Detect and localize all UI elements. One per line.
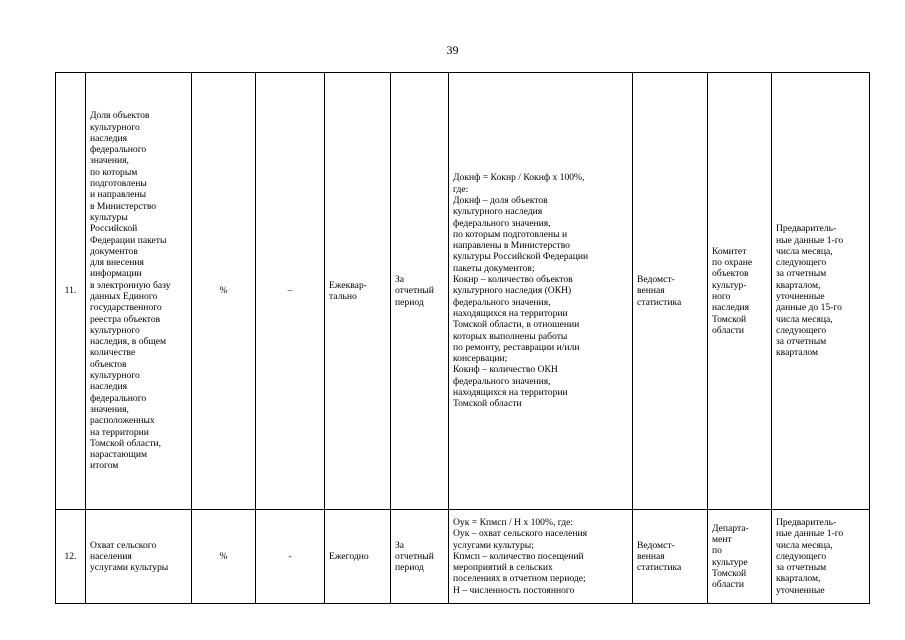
cell-line: Томской области, в отношении bbox=[453, 319, 580, 331]
cell-line: информации bbox=[90, 268, 142, 280]
cell-line: статистика bbox=[637, 562, 682, 574]
cell-line: ные данные 1-го bbox=[776, 234, 844, 246]
cell-deadline bbox=[772, 510, 870, 604]
cell-line: Оук – охват сельского населения bbox=[453, 528, 588, 540]
cell-line: расположенных bbox=[90, 415, 155, 427]
cell-line: данных Единого bbox=[90, 291, 158, 302]
cell-line: итогом bbox=[90, 460, 119, 472]
cell-line: культуре bbox=[712, 556, 748, 568]
cell-line: Докнф = Кокнр / Кокнф x 100%, bbox=[453, 172, 585, 184]
cell-line: культурного bbox=[90, 370, 140, 382]
cell-line: федерального значения, bbox=[453, 375, 551, 387]
cell-line: федерального значения, bbox=[453, 217, 551, 229]
cell-line: За bbox=[395, 539, 405, 551]
cell-line: объектов bbox=[90, 358, 127, 370]
indicators-table bbox=[55, 72, 870, 604]
cell-line: по охране bbox=[712, 257, 753, 269]
cell-line: Кокнр – количество объектов bbox=[453, 274, 573, 286]
cell-formula bbox=[449, 73, 633, 510]
cell-number: 11. bbox=[56, 73, 86, 510]
cell-line: наследия bbox=[90, 381, 127, 393]
cell-line: культурного bbox=[90, 324, 140, 336]
cell-line: культур- bbox=[712, 279, 747, 291]
cell-line: и направлены bbox=[90, 189, 147, 201]
cell-line: по которым подготовлены и bbox=[453, 228, 568, 240]
cell-line: культурного наследия bbox=[453, 206, 543, 218]
cell-line: направлены в Министерство bbox=[453, 240, 570, 252]
cell-line: наследия bbox=[90, 132, 127, 144]
cell-line: Оук = Кпмсп / Н x 100%, где: bbox=[453, 516, 574, 528]
cell-line: кварталом, bbox=[776, 573, 821, 585]
cell-line: Предваритель- bbox=[776, 223, 837, 235]
cell-line: кварталом bbox=[776, 347, 819, 359]
cell-line: консервации; bbox=[453, 353, 508, 365]
cell-line: венная bbox=[637, 550, 665, 562]
cell-line: значения, bbox=[90, 155, 129, 167]
cell-line: услугами культуры; bbox=[453, 539, 534, 551]
cell-line: следующего bbox=[776, 257, 827, 269]
cell-line: наследия, в общем bbox=[90, 336, 167, 348]
cell-line: Томской bbox=[712, 567, 747, 579]
cell-line: федерального bbox=[90, 144, 147, 156]
cell-line: уточненные bbox=[776, 291, 825, 302]
cell-line: Ведомст- bbox=[637, 539, 675, 551]
cell-line: числа месяца, bbox=[776, 245, 833, 257]
cell-line: пакеты документов; bbox=[453, 262, 535, 274]
cell-line: области bbox=[712, 579, 745, 591]
cell-line: мент bbox=[712, 533, 732, 545]
page-number: 39 bbox=[446, 43, 459, 57]
cell-line: находящихся на территории bbox=[453, 307, 568, 319]
cell-periodicity bbox=[325, 73, 391, 510]
cell-line: Томской bbox=[712, 313, 747, 325]
cell-line: на территории bbox=[90, 426, 149, 438]
cell-line: в электронную базу bbox=[90, 279, 171, 291]
cell-line: где: bbox=[453, 183, 469, 195]
cell-indicator-name bbox=[86, 73, 192, 510]
cell-formula bbox=[449, 510, 633, 604]
cell-line: за отчетным bbox=[776, 336, 827, 348]
cell-line: венная bbox=[637, 285, 665, 297]
cell-line: количестве bbox=[90, 347, 136, 359]
cell-time-period bbox=[391, 510, 449, 604]
cell-line: Ведомст- bbox=[637, 274, 675, 286]
cell-line: документов bbox=[90, 245, 138, 257]
cell-line: которых выполнены работы bbox=[453, 330, 568, 342]
cell-collection-method bbox=[633, 510, 708, 604]
cell-line: Предваритель- bbox=[776, 516, 837, 528]
cell-periodicity bbox=[325, 510, 391, 604]
cell-line: ного bbox=[712, 291, 731, 302]
cell-responsible bbox=[708, 73, 772, 510]
cell-line: Кпмсп – количество посещений bbox=[453, 550, 584, 562]
cell-line: отчетный bbox=[395, 550, 434, 562]
cell-line: наследия bbox=[712, 302, 749, 314]
cell-line: числа месяца, bbox=[776, 539, 833, 551]
cell-base-value: – bbox=[256, 73, 325, 510]
cell-line: Кокнф – количество ОКН bbox=[453, 364, 558, 376]
cell-line: Ежегодно bbox=[329, 550, 369, 562]
cell-line: значения, bbox=[90, 403, 129, 415]
cell-line: уточненные bbox=[776, 584, 825, 596]
cell-line: Томской области, bbox=[90, 437, 162, 449]
cell-line: Федерации пакеты bbox=[90, 234, 167, 246]
cell-line: культуры bbox=[90, 211, 128, 223]
cell-line: подготовлены bbox=[90, 178, 147, 190]
cell-line: Томской области bbox=[453, 398, 522, 410]
cell-line: период bbox=[395, 296, 424, 308]
cell-line: в Министерство bbox=[90, 200, 157, 212]
cell-line: Доля объектов bbox=[90, 110, 150, 122]
cell-line: Комитет bbox=[712, 245, 747, 257]
cell-line: Докнф – доля объектов bbox=[453, 194, 548, 206]
cell-line: за отчетным bbox=[776, 268, 827, 280]
cell-line: населения bbox=[90, 550, 132, 562]
cell-unit: % bbox=[192, 73, 256, 510]
cell-unit: % bbox=[192, 510, 256, 604]
cell-line: ные данные 1-го bbox=[776, 528, 844, 540]
cell-line: для внесения bbox=[90, 257, 144, 269]
cell-line: тально bbox=[329, 291, 357, 302]
cell-line: услугами культуры bbox=[90, 562, 169, 574]
cell-line: за отчетным bbox=[776, 562, 827, 574]
cell-line: Департа- bbox=[712, 522, 749, 534]
cell-line: статистика bbox=[637, 296, 682, 308]
cell-indicator-name bbox=[86, 510, 192, 604]
cell-line: нарастающим bbox=[90, 449, 148, 461]
cell-line: по bbox=[712, 545, 722, 557]
cell-line: федерального значения, bbox=[453, 296, 551, 308]
table-row bbox=[56, 73, 870, 510]
cell-line: государственного bbox=[90, 302, 162, 314]
cell-number: 12. bbox=[56, 510, 86, 604]
cell-line: следующего bbox=[776, 550, 827, 562]
cell-line: федерального bbox=[90, 392, 147, 404]
cell-line: Охват сельского bbox=[90, 539, 157, 551]
cell-responsible bbox=[708, 510, 772, 604]
cell-collection-method bbox=[633, 73, 708, 510]
cell-line: поселениях в отчетном периоде; bbox=[453, 573, 586, 585]
cell-time-period bbox=[391, 73, 449, 510]
cell-line: Ежеквар- bbox=[329, 279, 367, 291]
table-row bbox=[56, 510, 870, 604]
cell-base-value: - bbox=[256, 510, 325, 604]
cell-line: данные до 15-го bbox=[776, 302, 842, 314]
cell-line: по ремонту, реставрации и/или bbox=[453, 341, 580, 353]
cell-line: мероприятий в сельских bbox=[453, 562, 553, 574]
cell-line: За bbox=[395, 274, 405, 286]
cell-line: культурного наследия (ОКН) bbox=[453, 285, 572, 297]
cell-line: Н – численность постоянного bbox=[453, 584, 575, 596]
cell-line: отчетный bbox=[395, 285, 434, 297]
cell-line: Российской bbox=[90, 223, 138, 235]
cell-line: числа месяца, bbox=[776, 313, 833, 325]
cell-line: следующего bbox=[776, 324, 827, 336]
cell-line: области bbox=[712, 324, 745, 336]
cell-line: по которым bbox=[90, 166, 138, 178]
cell-line: объектов bbox=[712, 268, 749, 280]
cell-line: культуры Российской Федерации bbox=[453, 251, 589, 263]
cell-line: кварталом, bbox=[776, 279, 821, 291]
cell-line: культурного bbox=[90, 121, 140, 133]
cell-line: реестра объектов bbox=[90, 313, 161, 325]
cell-line: период bbox=[395, 562, 424, 574]
cell-line: находящихся на территории bbox=[453, 387, 568, 399]
cell-deadline bbox=[772, 73, 870, 510]
